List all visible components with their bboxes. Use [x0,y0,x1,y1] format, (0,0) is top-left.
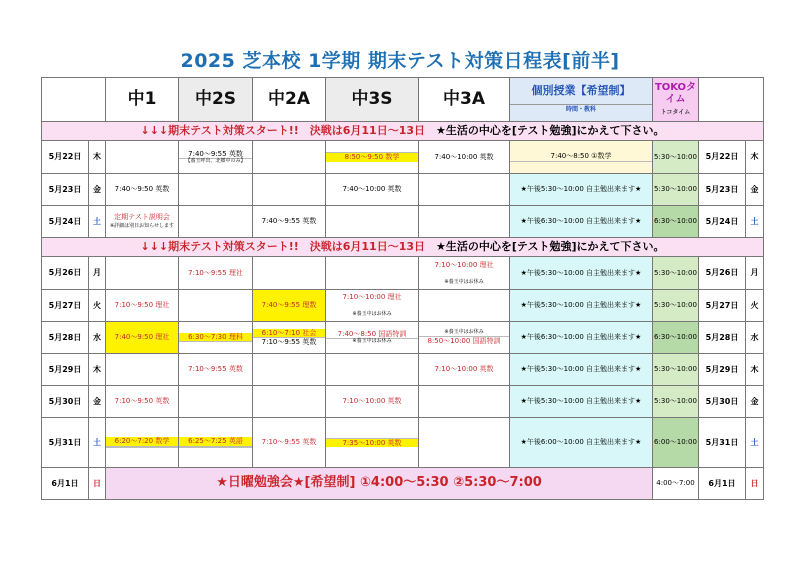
cell-c2 [179,141,253,174]
cell-c3-top: 6:10～7:10 社会 [253,329,325,337]
cell-individual: ★午後6:00～10:00 自主勉出来ます★ [510,418,653,468]
cell-c3-text: 7:10～9:55 英数 [261,438,317,447]
row-date-right: 5月24日 [699,206,746,238]
sunday-study-session: ★日曜勉強会★[希望制] ①4:00～5:30 ②5:30～7:00 [106,468,653,500]
cell-c4-text: 7:10～10:00 英数 [342,397,402,406]
cell-c4 [326,257,419,290]
cell-individual: ★午後5:30～10:00 自主勉出来ます★ [510,290,653,322]
cell-c2 [179,322,253,354]
cell-individual-bottom [510,161,652,162]
cell-individual-top: 7:40～8:50 ①数学 [550,152,612,161]
cell-c4 [326,141,419,174]
row-date: 5月27日 [42,290,89,322]
row-date: 5月22日 [42,141,89,174]
cell-c2-bottom [179,447,252,448]
cell-c2-top: 6:30～7:30 理科 [179,333,252,341]
cell-individual: ★午後5:30～10:00 自主勉出来ます★ [510,354,653,386]
cell-toko: 4:00～7:00 [653,468,699,500]
row-weekday-right: 木 [746,354,764,386]
cell-c3: 7:40～9:55 英数 [253,206,326,238]
banner-row-2 [42,238,764,257]
cell-c1 [106,141,179,174]
cell-c1-line2: ※詳細は別日お知らせします [109,223,175,230]
row-weekday-right: 金 [746,174,764,206]
cell-individual: ★午後5:30～10:00 自主勉出来ます★ [510,174,653,206]
table-row [42,206,764,238]
cell-c1-text: 7:10～9:50 英数 [114,397,170,406]
cell-c5 [419,386,510,418]
row-weekday-right: 水 [746,322,764,354]
header-c1: 中1 [106,78,179,122]
row-date-right: 5月26日 [699,257,746,290]
cell-c5 [419,290,510,322]
cell-c5-line2: ※養玉中はお休み [444,278,484,285]
row-weekday: 月 [89,257,106,290]
cell-c4-line2: ※養玉中はお休み [352,311,392,318]
table-row [42,322,764,354]
row-date-right: 5月22日 [699,141,746,174]
banner-main: 決戦は6月11日～13日 [309,239,426,253]
cell-c1 [106,386,179,418]
cell-c4-top: 7:40～8:50 国語特訓 [337,330,407,339]
cell-individual: ★午後6:30～10:00 自主勉出来ます★ [510,322,653,354]
cell-c1: 7:40～9:50 理社 [106,322,179,354]
cell-c3 [253,322,326,354]
cell-c2-bottom [179,341,252,342]
cell-c4-bottom: 7:35～10:00 英数 [326,438,418,447]
cell-toko: 5:30～10:00 [653,354,699,386]
header-c2: 中2S [179,78,253,122]
row-weekday-right: 日 [746,468,764,500]
row-weekday: 金 [89,386,106,418]
table-row [42,290,764,322]
cell-individual: ★午後6:30～10:00 自主勉出来ます★ [510,206,653,238]
cell-c2-top: 7:40～9:55 英数 [188,149,243,158]
row-date: 5月26日 [42,257,89,290]
cell-individual [510,141,653,174]
row-date: 5月31日 [42,418,89,468]
header-toko [653,78,699,122]
cell-c2-text: 7:10～9:55 英数 [188,365,243,374]
cell-toko: 6:30～10:00 [653,322,699,354]
table-row [42,141,764,174]
cell-c1 [106,257,179,290]
row-weekday: 土 [89,418,106,468]
cell-c2 [179,354,253,386]
cell-toko: 5:30～10:00 [653,141,699,174]
cell-c3 [253,418,326,468]
cell-c3-bottom: 7:10～9:55 英数 [253,337,325,346]
cell-c2-text: 7:10～9:55 理社 [188,268,243,277]
cell-c1-text: 7:10～9:50 理社 [114,301,170,310]
cell-c5-top: ※養玉中はお休み [444,329,484,336]
cell-c3 [253,174,326,206]
row-date: 6月1日 [42,468,89,500]
cell-c1: 7:40～9:50 英数 [106,174,179,206]
cell-c2 [179,290,253,322]
cell-c4-line1: 7:10～10:00 理社 [342,293,402,302]
cell-c5: 7:40～10:00 英数 [419,141,510,174]
row-date-right: 5月27日 [699,290,746,322]
row-date-right: 5月31日 [699,418,746,468]
cell-c1-bottom [106,447,178,448]
header-blank [42,78,106,122]
row-weekday: 水 [89,322,106,354]
header-individual [510,78,653,122]
banner-main: 決戦は6月11日～13日 [309,123,426,137]
cell-c4: 7:40～10:00 英数 [326,174,419,206]
cell-c5 [419,257,510,290]
header-individual-sub: 時間・教科 [510,104,652,114]
row-date-right: 6月1日 [699,468,746,500]
row-date-right: 5月29日 [699,354,746,386]
banner-arrows: ↓↓↓期末テスト対策スタート!! [140,239,299,253]
row-weekday: 木 [89,141,106,174]
table-row [42,418,764,468]
cell-toko: 5:30～10:00 [653,257,699,290]
cell-c2 [179,386,253,418]
cell-c1 [106,290,179,322]
cell-c2 [179,206,253,238]
banner-row [42,122,764,141]
cell-c4-bottom: ※養玉中はお休み [326,338,418,345]
header-row [42,78,764,122]
cell-c2-bottom: 【養玉呼出、北郷中のみ】 [179,158,252,165]
cell-c3: 7:40～9:55 理数 [253,290,326,322]
schedule-table [41,77,764,500]
banner-star: ★生活の中心を[テスト勉強]にかえて下さい。 [436,239,665,253]
cell-c5-bottom: 8:50～10:00 国語特訓 [419,336,509,345]
cell-c5 [419,418,510,468]
row-weekday-right: 金 [746,386,764,418]
row-weekday: 火 [89,290,106,322]
cell-c1 [106,418,179,468]
row-weekday-right: 火 [746,290,764,322]
row-weekday-right: 月 [746,257,764,290]
row-date-right: 5月23日 [699,174,746,206]
header-blank-right [699,78,764,122]
cell-c4 [326,386,419,418]
table-row [42,257,764,290]
row-weekday: 土 [89,206,106,238]
row-weekday-right: 土 [746,206,764,238]
cell-c4 [326,418,419,468]
row-date: 5月29日 [42,354,89,386]
row-weekday: 金 [89,174,106,206]
cell-c3 [253,141,326,174]
cell-c4 [326,322,419,354]
header-c5: 中3A [419,78,510,122]
banner [42,122,764,141]
row-date: 5月30日 [42,386,89,418]
header-c3: 中2A [253,78,326,122]
cell-c4 [326,290,419,322]
cell-c3 [253,257,326,290]
banner-star: ★生活の中心を[テスト勉強]にかえて下さい。 [436,123,665,137]
cell-toko: 5:30～10:00 [653,174,699,206]
row-weekday-right: 木 [746,141,764,174]
row-date-right: 5月30日 [699,386,746,418]
cell-c3 [253,386,326,418]
cell-c5 [419,206,510,238]
cell-individual: ★午後5:30～10:00 自主勉出来ます★ [510,257,653,290]
table-row [42,468,764,500]
cell-individual: ★午後5:30～10:00 自主勉出来ます★ [510,386,653,418]
row-date: 5月28日 [42,322,89,354]
cell-c4 [326,206,419,238]
cell-c1-line1: 定期テスト説明会 [114,213,170,222]
header-toko-sub: トコタイム [660,109,691,117]
cell-toko: 6:00～10:00 [653,418,699,468]
banner-2 [42,238,764,257]
cell-c5 [419,354,510,386]
table-row [42,354,764,386]
table-row [42,386,764,418]
cell-c2 [179,174,253,206]
cell-toko: 5:30～10:00 [653,290,699,322]
cell-c2 [179,257,253,290]
cell-c4 [326,354,419,386]
cell-c3 [253,354,326,386]
row-date: 5月23日 [42,174,89,206]
page-title: 2025 芝本校 1学期 期末テスト対策日程表[前半] [180,50,620,72]
cell-c5-text: 7:10～10:00 英数 [434,365,494,374]
cell-c1-top: 6:20～7:20 数学 [106,437,178,445]
row-weekday: 日 [89,468,106,500]
row-weekday-right: 土 [746,418,764,468]
header-c4: 中3S [326,78,419,122]
cell-c4-bottom: 8:50～9:50 数学 [326,152,418,161]
cell-c2 [179,418,253,468]
cell-c2-top: 6:25～7:25 英語 [179,437,252,445]
banner-arrows: ↓↓↓期末テスト対策スタート!! [140,123,299,137]
header-individual-label: 個別授業【希望制】 [531,84,631,98]
cell-c1 [106,206,179,238]
row-weekday: 木 [89,354,106,386]
table-row [42,174,764,206]
cell-c5-line1: 7:10～10:00 理社 [434,260,494,269]
cell-c5 [419,322,510,354]
cell-toko: 6:30～10:00 [653,206,699,238]
header-toko-label: TOKOタイム [654,82,697,105]
row-date-right: 5月28日 [699,322,746,354]
row-date: 5月24日 [42,206,89,238]
cell-toko: 5:30～10:00 [653,386,699,418]
cell-c1 [106,354,179,386]
cell-c5 [419,174,510,206]
